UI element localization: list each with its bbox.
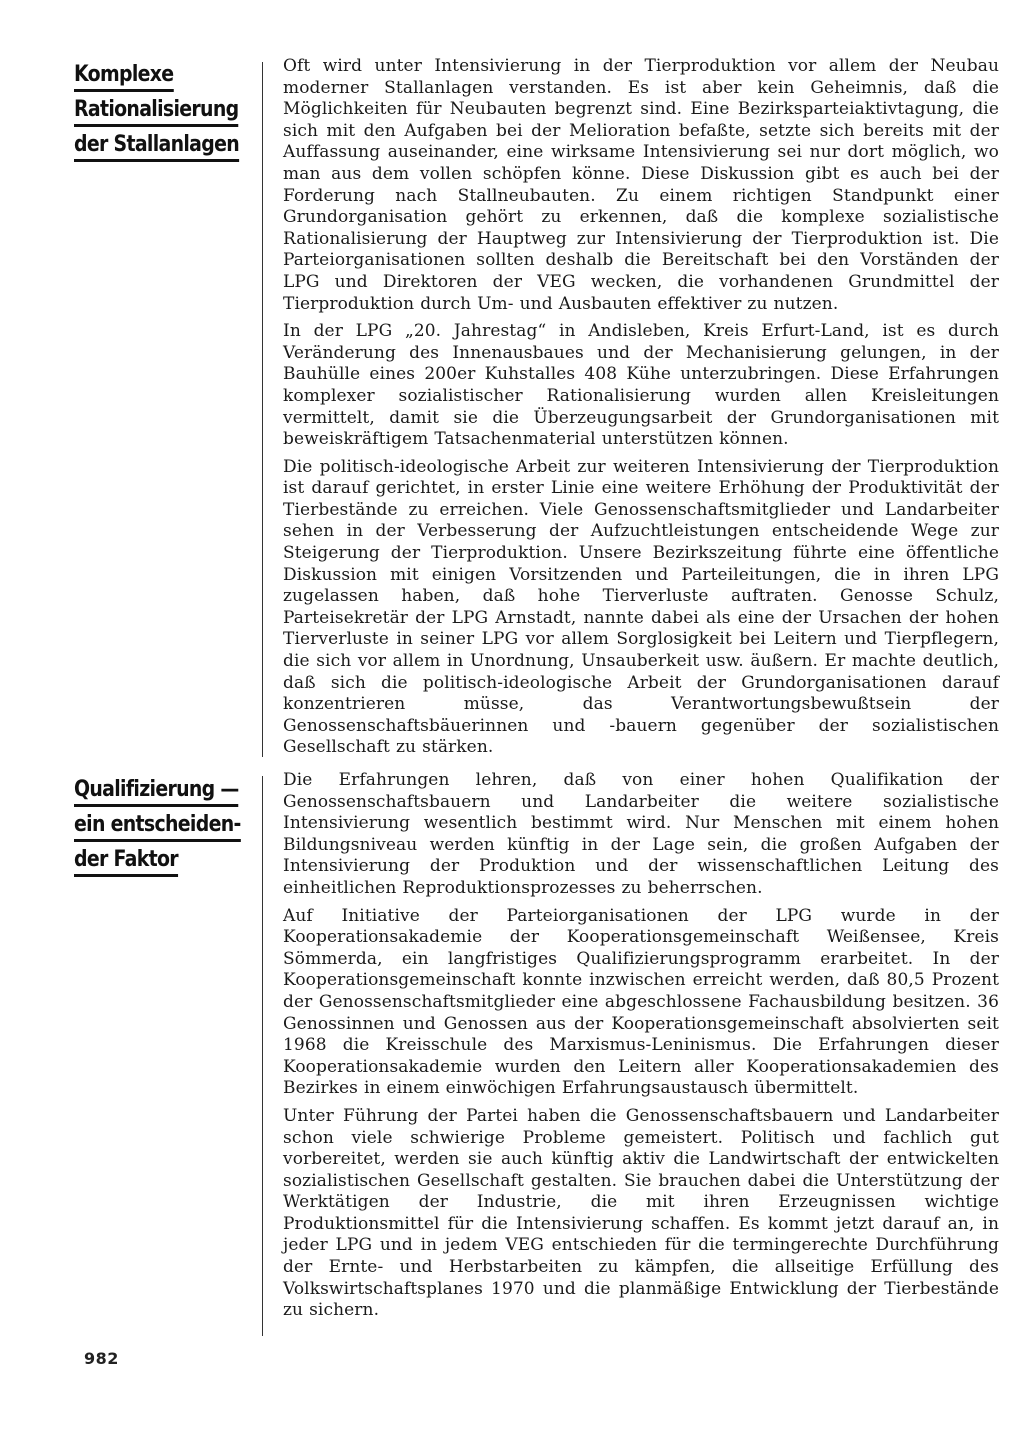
sidebar-heading-rationalisierung [74,60,260,165]
sidebar-heading-line: der Stallanlagen [74,130,239,162]
page-number: 982 [84,1349,119,1368]
body-paragraph: Auf Initiative der Parteiorganisationen der LPG wurde in der Kooperationsakademie der Kooperationsgemeinschaft Weißensee, Kreis Sömmerda, ein langfristiges Qualifizierungsprogramm erarbeitet. In der Kooperationsgemeinschaft konnte inzwischen erreicht werden, daß 80,5 Prozent der Genossenschaftsmitglieder eine abgeschlossene Fachausbildung besitzen. 36 Genossinnen und Genossen aus der Kooperationsgemeinschaft absolvierten seit 1968 die Kreisschule des Marxismus-Leninismus. Die Erfahrungen dieser Kooperationsakademie wurden den Leitern aller Kooperationsakademien des Bezirkes in einem einwöchigen Erfahrungsaustausch übermittelt. [283,905,999,1099]
section-divider-rule [262,62,263,757]
body-paragraph: In der LPG „20. Jahrestag“ in Andisleben, Kreis Erfurt-Land, ist es durch Veränderung des Innenausbaues und der Mechanisierung gelungen, in der Bauhülle eines 200er Kuhstalles 408 Kühe unterzubringen. Diese Erfahrungen komplexer sozialistischer Rationalisierung wurden allen Kreisleitungen vermittelt, damit sie die Überzeugungsarbeit der Grundorganisationen mit beweiskräftigem Tatsachenmaterial unterstützen können. [283,321,999,450]
sidebar-heading-line: Rationalisierung [74,95,238,127]
sidebar-heading-line: Komplexe [74,60,173,92]
body-paragraph: Oft wird unter Intensivierung in der Tierproduktion vor allem der Neubau moderner Stallanlagen verstanden. Es ist aber kein Geheimnis, daß die Möglichkeiten für Neubauten begrenzt sind. Eine Bezirksparteiaktivtagung, die sich mit den Aufgaben bei der Melioration befaßte, setzte sich bereits mit der Auffassung auseinander, eine wirksame Intensivierung sei nur dort möglich, wo man aus dem vollen schöpfen könne. Diese Diskussion gibt es auch bei der Forderung nach Stallneubauten. Zu einem richtigen Standpunkt einer Grundorganisation gehört zu erkennen, daß die komplexe sozialistische Rationalisierung der Hauptweg zur Intensivierung der Tierproduktion ist. Die Parteiorganisationen sollten deshalb die Bereitschaft bei den Vorständen der LPG und Direktoren der VEG wecken, die vorhandenen Grundmittel der Tierproduktion durch Um- und Ausbauten effektiver zu nutzen. [283,56,999,314]
sidebar-heading-line: Qualifizierung — [74,775,239,807]
sidebar-heading-line: der Faktor [74,845,178,877]
sidebar-heading-qualifizierung [74,775,260,880]
body-text-column [283,56,999,1328]
body-paragraph: Unter Führung der Partei haben die Genossenschaftsbauern und Landarbeiter schon viele schwierige Probleme gemeistert. Politisch und fachlich gut vorbereitet, werden sie auch künftig aktiv die Landwirtschaft der entwickelten sozialistischen Gesellschaft gestalten. Sie brauchen dabei die Unterstützung der Werktätigen der Industrie, die mit ihren Erzeugnissen wichtige Produktionsmittel für die Intensivierung schaffen. Es kommt jetzt darauf an, in jeder LPG und in jedem VEG entschieden für die termingerechte Durchführung der Ernte- und Herbstarbeiten zu kämpfen, die allseitige Erfüllung des Volkswirtschaftsplanes 1970 und die planmäßige Entwicklung der Tierbestände zu sichern. [283,1105,999,1321]
sidebar-heading-line: ein entscheiden- [74,810,241,842]
body-paragraph: Die politisch-ideologische Arbeit zur weiteren Intensivierung der Tierproduktion ist darauf gerichtet, in erster Linie eine weitere Erhöhung der Produktivität der Tierbestände zu erreichen. Viele Genossenschaftsmitglieder und Landarbeiter sehen in der Verbesserung der Aufzuchtleistungen entscheidende Wege zur Steigerung der Tierproduktion. Unsere Bezirkszeitung führte eine öffentliche Diskussion mit einigen Vorsitzenden und Parteileitungen, die in ihren LPG zugelassen haben, daß hohe Tierverluste auftraten. Genosse Schulz, Parteisekretär der LPG Arnstadt, nannte dabei als eine der Ursachen der hohen Tierverluste in seiner LPG vor allem Sorglosigkeit bei Leitern und Tierpflegern, die sich vor allem in Unordnung, Unsauberkeit usw. äußern. Er machte deutlich, daß sich die politisch-ideologische Arbeit der Grundorganisationen darauf konzentrieren müsse, das Verantwortungsbewußtsein der Genossenschaftsbäuerinnen und -bauern gegenüber der sozialistischen Gesellschaft zu stärken. [283,456,999,758]
body-paragraph: Die Erfahrungen lehren, daß von einer hohen Qualifikation der Genossenschaftsbauern und Landarbeiter die weitere sozialistische Intensivierung wesentlich bestimmt wird. Nur Menschen mit einem hohen Bildungsniveau werden künftig in der Lage sein, die großen Aufgaben der Intensivierung der Produktion und der wissenschaftlichen Leitung des einheitlichen Reproduktionsprozesses zu beherrschen. [283,770,999,898]
section-divider-rule [262,776,263,1336]
